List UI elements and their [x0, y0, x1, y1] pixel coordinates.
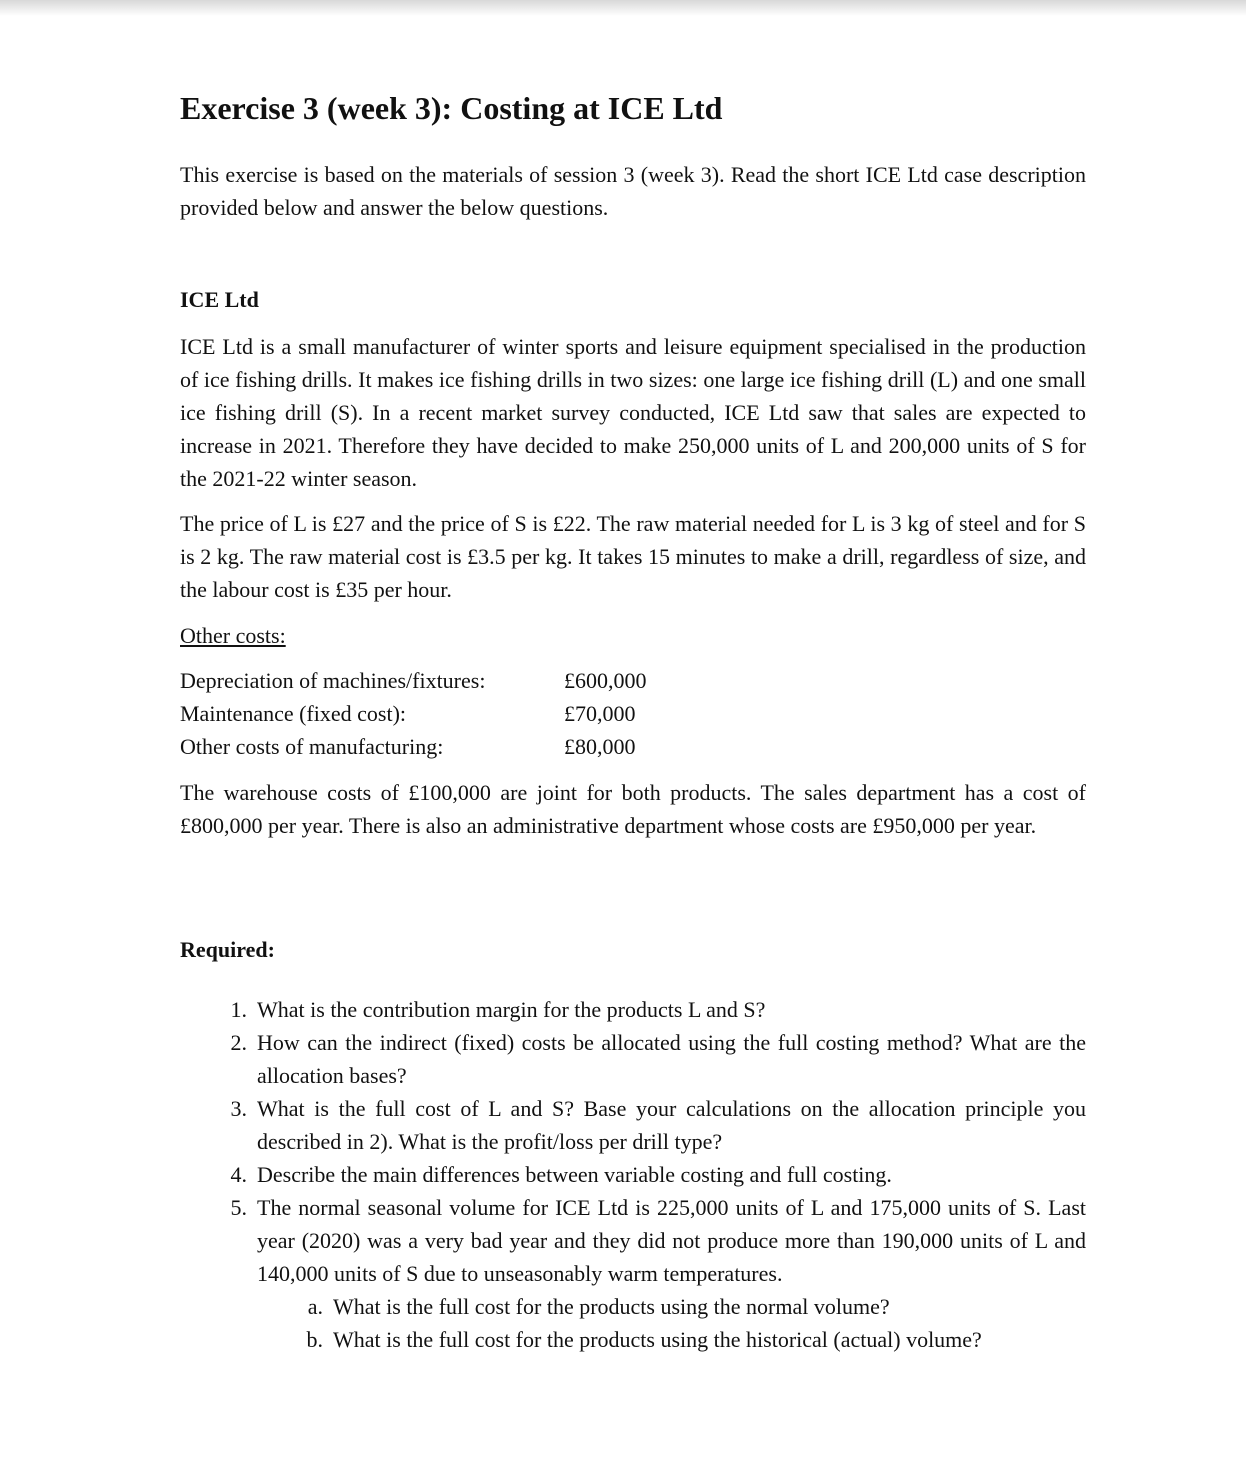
question-text: How can the indirect (fixed) costs be allocated using the full costing method? What are the allocation bases?: [257, 1030, 1086, 1088]
question-number: 1.: [230, 997, 247, 1022]
subquestion-item: [180, 1323, 1086, 1356]
question-item: [180, 1026, 1086, 1092]
case-heading: ICE Ltd: [180, 287, 259, 312]
cost-label: Other costs of manufacturing:: [180, 734, 444, 759]
question-number: 5.: [230, 1195, 247, 1220]
question-item: [180, 993, 1086, 1026]
question-item: [180, 1158, 1086, 1191]
question-item: [180, 1092, 1086, 1158]
cost-value: £70,000: [564, 701, 636, 726]
question-number: 2.: [230, 1030, 247, 1055]
question-text: The normal seasonal volume for ICE Ltd is 225,000 units of L and 175,000 units of S. Last year (2020) was a very bad year and they did not produce more than 190,000 units of L and 140,000 units of S due to unseasonably warm temperatures.: [257, 1195, 1086, 1286]
intro-paragraph: This exercise is based on the materials of session 3 (week 3). Read the short ICE Ltd case description provided below and answer the below questions.: [180, 162, 1086, 220]
question-item: [180, 1191, 1086, 1290]
question-number: 4.: [230, 1162, 247, 1187]
page-title: Exercise 3 (week 3): Costing at ICE Ltd: [180, 90, 723, 126]
cost-label: Maintenance (fixed cost):: [180, 701, 407, 726]
case-paragraph-1: ICE Ltd is a small manufacturer of winter sports and leisure equipment specialised in the production of ice fishing drills. It makes ice fishing drills in two sizes: one large ice fishing drill (L) and one small ice fishing drill (S). In a recent market survey conducted, ICE Ltd saw that sales are expected to increase in 2021. Therefore they have decided to make 250,000 units of L and 200,000 units of S for the 2021-22 winter season.: [180, 334, 1086, 491]
question-text: What is the full cost of L and S? Base your calculations on the allocation principle you described in 2). What is the profit/loss per drill type?: [257, 1096, 1086, 1154]
subquestion-text: What is the full cost for the products using the normal volume?: [333, 1294, 890, 1319]
question-text: Describe the main differences between variable costing and full costing.: [257, 1162, 892, 1187]
subquestion-text: What is the full cost for the products using the historical (actual) volume?: [333, 1327, 982, 1352]
subquestion-item: [180, 1290, 1086, 1323]
cost-value: £600,000: [564, 668, 647, 693]
question-text: What is the contribution margin for the products L and S?: [257, 997, 766, 1022]
cost-value: £80,000: [564, 734, 636, 759]
questions-list: [180, 993, 1086, 1356]
required-heading: Required:: [180, 937, 275, 962]
other-costs-heading: Other costs:: [180, 623, 286, 648]
subquestion-letter: a.: [307, 1294, 323, 1319]
question-number: 3.: [230, 1096, 247, 1121]
case-paragraph-2: The price of L is £27 and the price of S is £22. The raw material needed for L is 3 kg of steel and for S is 2 kg. The raw material cost is £3.5 per kg. It takes 15 minutes to make a drill, regardless of size, and the labour cost is £35 per hour.: [180, 511, 1086, 602]
case-paragraph-3: The warehouse costs of £100,000 are joint for both products. The sales department has a cost of £800,000 per year. There is also an administrative department whose costs are £950,000 per year.: [180, 780, 1086, 838]
cost-label: Depreciation of machines/fixtures:: [180, 668, 486, 693]
other-costs-table: [180, 664, 1086, 763]
page-top-shadow: [0, 0, 1246, 16]
subquestion-letter: b.: [306, 1327, 323, 1352]
